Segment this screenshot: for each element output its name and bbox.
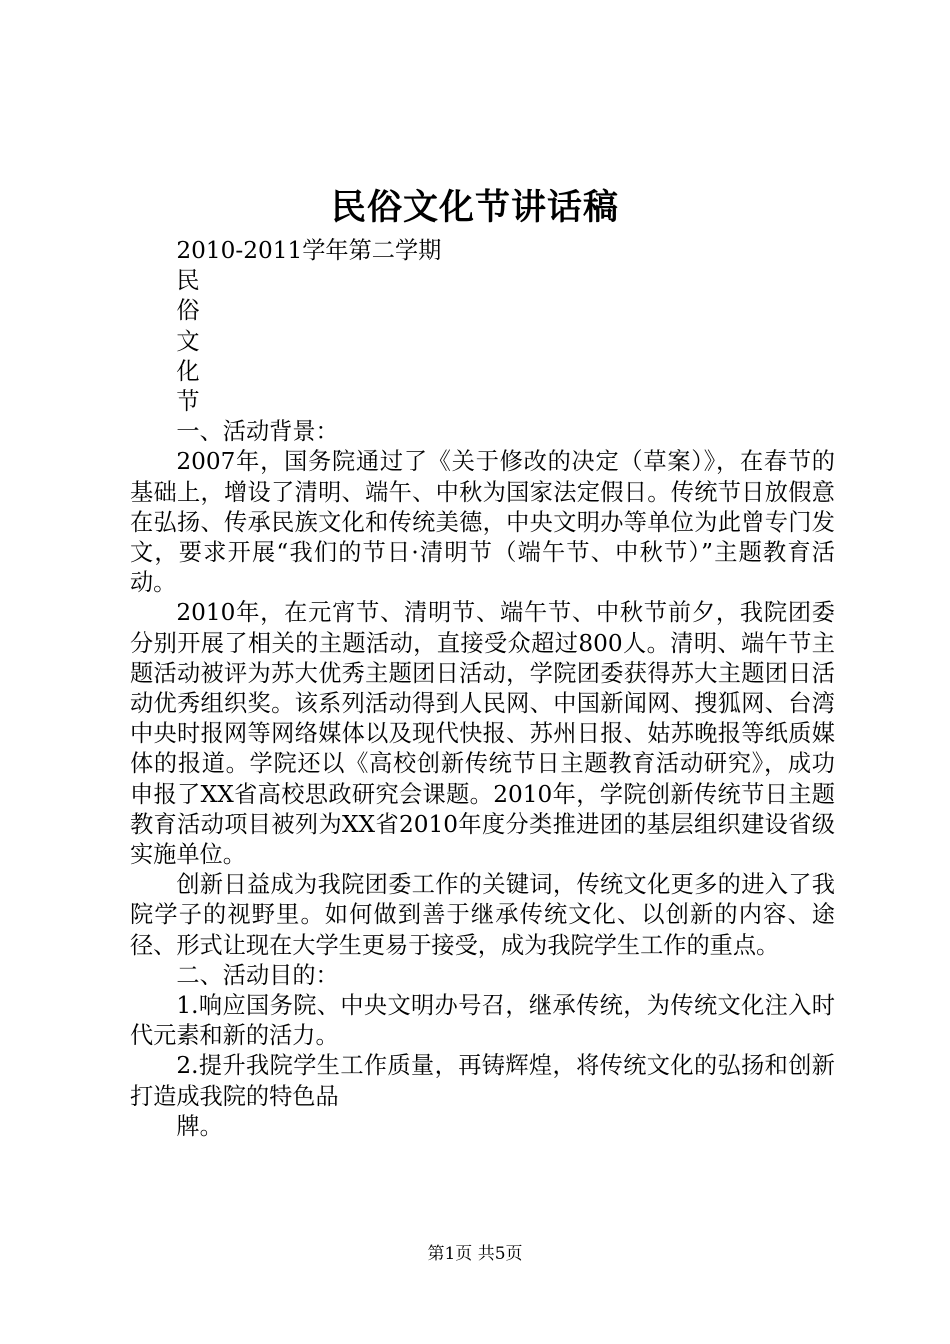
- paragraph: 创新日益成为我院团委工作的关键词，传统文化更多的进入了我院学子的视野里。如何做到善于继承传统文化、以创新的内容、途径、形式让现在大学生更易于接受，成为我院学生工作的重点。: [130, 871, 835, 959]
- vertical-heading: [130, 266, 835, 417]
- page-title: 民俗文化节讲话稿: [330, 187, 619, 228]
- vertical-heading-char: 民: [176, 267, 200, 295]
- vertical-heading-char: 文: [176, 327, 200, 355]
- semester-line: 2010-2011学年第二学期: [176, 237, 442, 264]
- paragraph: 2010年，在元宵节、清明节、端午节、中秋节前夕，我院团委分别开展了相关的主题活动，直接受众超过800人。清明、端午节主题活动被评为苏大优秀主题团日活动，学院团委获得苏大主题团日活动优秀组织奖。该系列活动得到人民网、中国新闻网、搜狐网、台湾中央时报网等网络媒体以及现代快报、苏州日报、姑苏晚报等纸质媒体的报道。学院还以《高校创新传统节日主题教育活动研究》，成功申报了XX省高校思政研究会课题。2010年，学院创新传统节日主题教育活动项目被列为XX省2010年度分类推进团的基层组织建设省级实施单位。: [130, 599, 835, 869]
- list-item: 2.提升我院学生工作质量，再铸辉煌，将传统文化的弘扬和创新打造成我院的特色品: [130, 1052, 835, 1110]
- list-item: 1.响应国务院、中央文明办号召，继承传统，为传统文化注入时代元素和新的活力。: [130, 992, 835, 1050]
- vertical-heading-char: 化: [176, 357, 200, 385]
- section-heading-background: 一、活动背景：: [176, 418, 339, 446]
- section-heading-purpose: 二、活动目的：: [176, 961, 339, 989]
- document-body: [130, 236, 835, 1142]
- page-footer: 第1页 共5页: [427, 1244, 523, 1264]
- vertical-heading-char: 节: [176, 388, 200, 416]
- vertical-heading-char: 俗: [176, 297, 200, 325]
- paragraph-fragment: 牌。: [176, 1112, 223, 1140]
- paragraph: 2007年，国务院通过了《关于修改的决定（草案）》，在春节的基础上，增设了清明、端午、中秋为国家法定假日。传统节日放假意在弘扬、传承民族文化和传统美德，中央文明办等单位为此曾专门发文，要求开展“我们的节日·清明节（端午节、中秋节）”主题教育活动。: [130, 448, 835, 597]
